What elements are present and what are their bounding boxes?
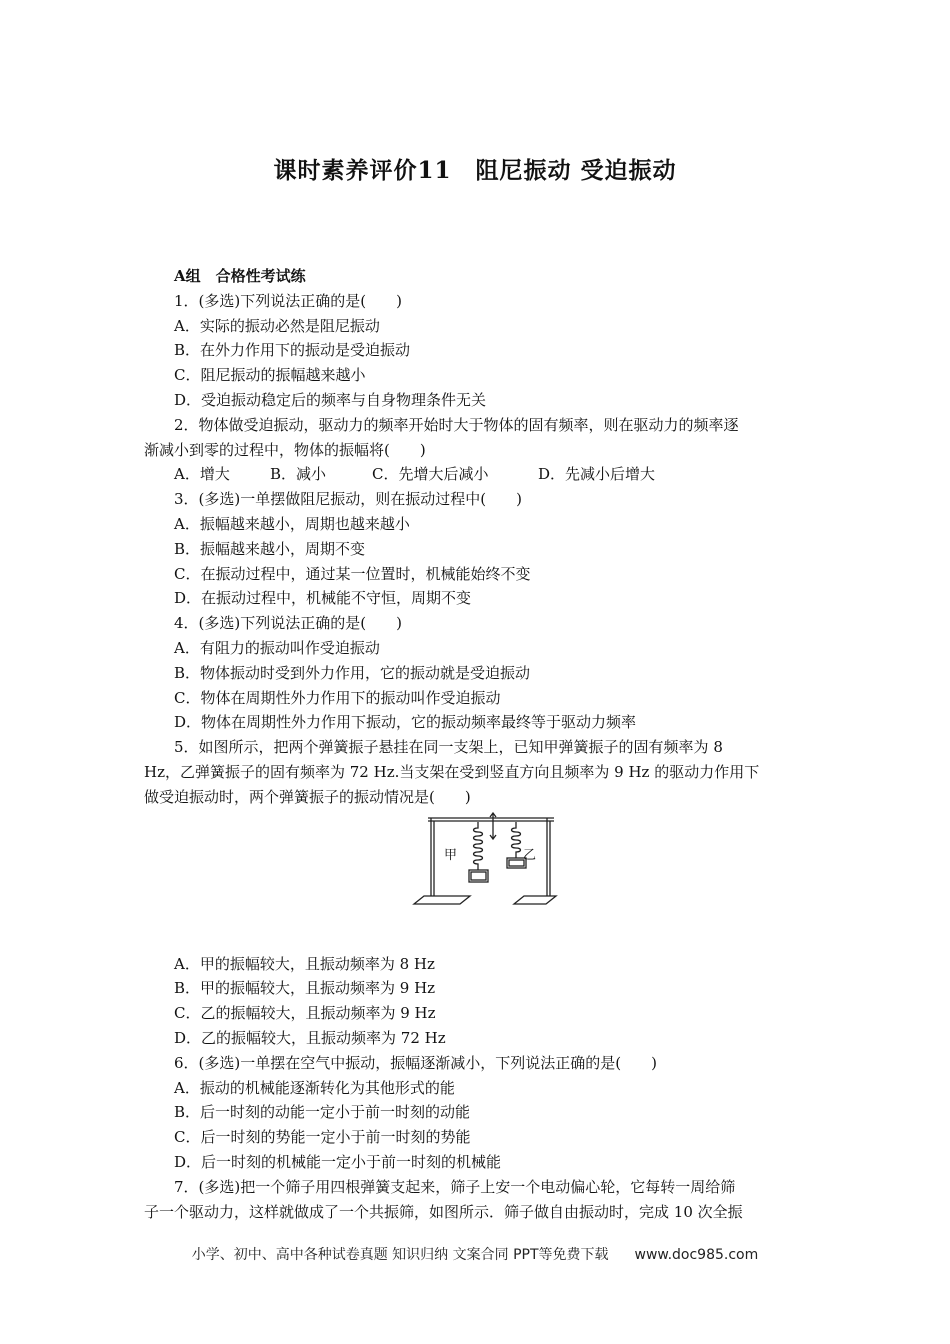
q5-option-d: D．乙的振幅较大，且振动频率为 72 Hz <box>174 1028 446 1047</box>
q3-option-a: A．振幅越来越小，周期也越来越小 <box>174 514 410 533</box>
document-body <box>144 264 812 1224</box>
q1-option-b: B．在外力作用下的振动是受迫振动 <box>174 341 411 360</box>
q3-stem: 3．(多选)一单摆做阻尼振动，则在振动过程中( ) <box>174 490 522 509</box>
q4-option-b: B．物体振动时受到外力作用，它的振动就是受迫振动 <box>174 663 531 682</box>
q6-option-c: C．后一时刻的势能一定小于前一时刻的势能 <box>174 1128 471 1147</box>
q6-option-d: D．后一时刻的机械能一定小于前一时刻的机械能 <box>174 1152 502 1171</box>
q6-option-b: B．后一时刻的动能一定小于前一时刻的动能 <box>174 1103 471 1122</box>
q1-option-c: C．阻尼振动的振幅越来越小 <box>174 366 366 385</box>
q1-stem: 1．(多选)下列说法正确的是( ) <box>174 291 402 310</box>
q5-stem-line1: 5．如图所示，把两个弹簧振子悬挂在同一支架上，已知甲弹簧振子的固有频率为 8 <box>174 738 723 757</box>
q3-option-d: D．在振动过程中，机械能不守恒，周期不变 <box>174 589 472 608</box>
q2-option-d: D．先减小后增大 <box>538 465 656 484</box>
q3-option-b: B．振幅越来越小，周期不变 <box>174 539 366 558</box>
q5-option-a: A．甲的振幅较大，且振动频率为 8 Hz <box>174 954 435 973</box>
footer-url[interactable]: www.doc985.com <box>634 1247 759 1263</box>
q2-option-a: A．增大 <box>174 465 230 484</box>
q4-option-a: A．有阻力的振动叫作受迫振动 <box>174 638 380 657</box>
q5-stem-line3: 做受迫振动时，两个弹簧振子的振动情况是( ) <box>144 787 471 806</box>
q4-option-c: C．物体在周期性外力作用下的振动叫作受迫振动 <box>174 688 501 707</box>
q5-stem-line2: Hz，乙弹簧振子的固有频率为 72 Hz.当支架在受到竖直方向且频率为 9 Hz 的驱动力作用下 <box>144 762 760 781</box>
q5-option-c: C．乙的振幅较大，且振动频率为 9 Hz <box>174 1004 436 1023</box>
q4-stem: 4．(多选)下列说法正确的是( ) <box>174 614 402 633</box>
label-jia: 甲 <box>444 847 458 863</box>
q4-option-d: D．物体在周期性外力作用下振动，它的振动频率最终等于驱动力频率 <box>174 713 637 732</box>
page-footer <box>0 1244 950 1264</box>
q2-option-c: C．先增大后减小 <box>372 465 489 484</box>
q2-stem-line1: 2．物体做受迫振动，驱动力的频率开始时大于物体的固有频率，则在驱动力的频率逐 <box>174 415 739 434</box>
q6-stem: 6．(多选)一单摆在空气中振动，振幅逐渐减小，下列说法正确的是( ) <box>174 1053 657 1072</box>
footer-text: 小学、初中、高中各种试卷真题 知识归纳 文案合同 PPT等免费下载 <box>191 1247 609 1263</box>
q1-option-a: A．实际的振动必然是阻尼振动 <box>174 316 380 335</box>
spring-oscillator-diagram <box>410 812 560 906</box>
page-title: 课时素养评价11 阻尼振动 受迫振动 <box>273 157 677 184</box>
q6-option-a: A．振动的机械能逐渐转化为其他形式的能 <box>174 1078 455 1097</box>
q7-stem-line1: 7．(多选)把一个筛子用四根弹簧支起来，筛子上安一个电动偏心轮，它每转一周给筛 <box>174 1177 736 1196</box>
q2-options <box>144 462 812 487</box>
q2-option-b: B．减小 <box>270 465 327 484</box>
q1-option-d: D．受迫振动稳定后的频率与自身物理条件无关 <box>174 390 487 409</box>
q5-option-b: B．甲的振幅较大，且振动频率为 9 Hz <box>174 979 436 998</box>
q3-option-c: C．在振动过程中，通过某一位置时，机械能始终不变 <box>174 564 531 583</box>
q2-stem-line2: 渐减小到零的过程中，物体的振幅将( ) <box>144 440 426 459</box>
section-heading: A组 合格性考试练 <box>174 267 306 285</box>
q7-stem-line2: 子一个驱动力，这样就做成了一个共振筛，如图所示．筛子做自由振动时，完成 10 次全振 <box>144 1202 743 1221</box>
spring-oscillator-figure <box>144 810 812 952</box>
label-yi: 乙 <box>523 847 537 863</box>
